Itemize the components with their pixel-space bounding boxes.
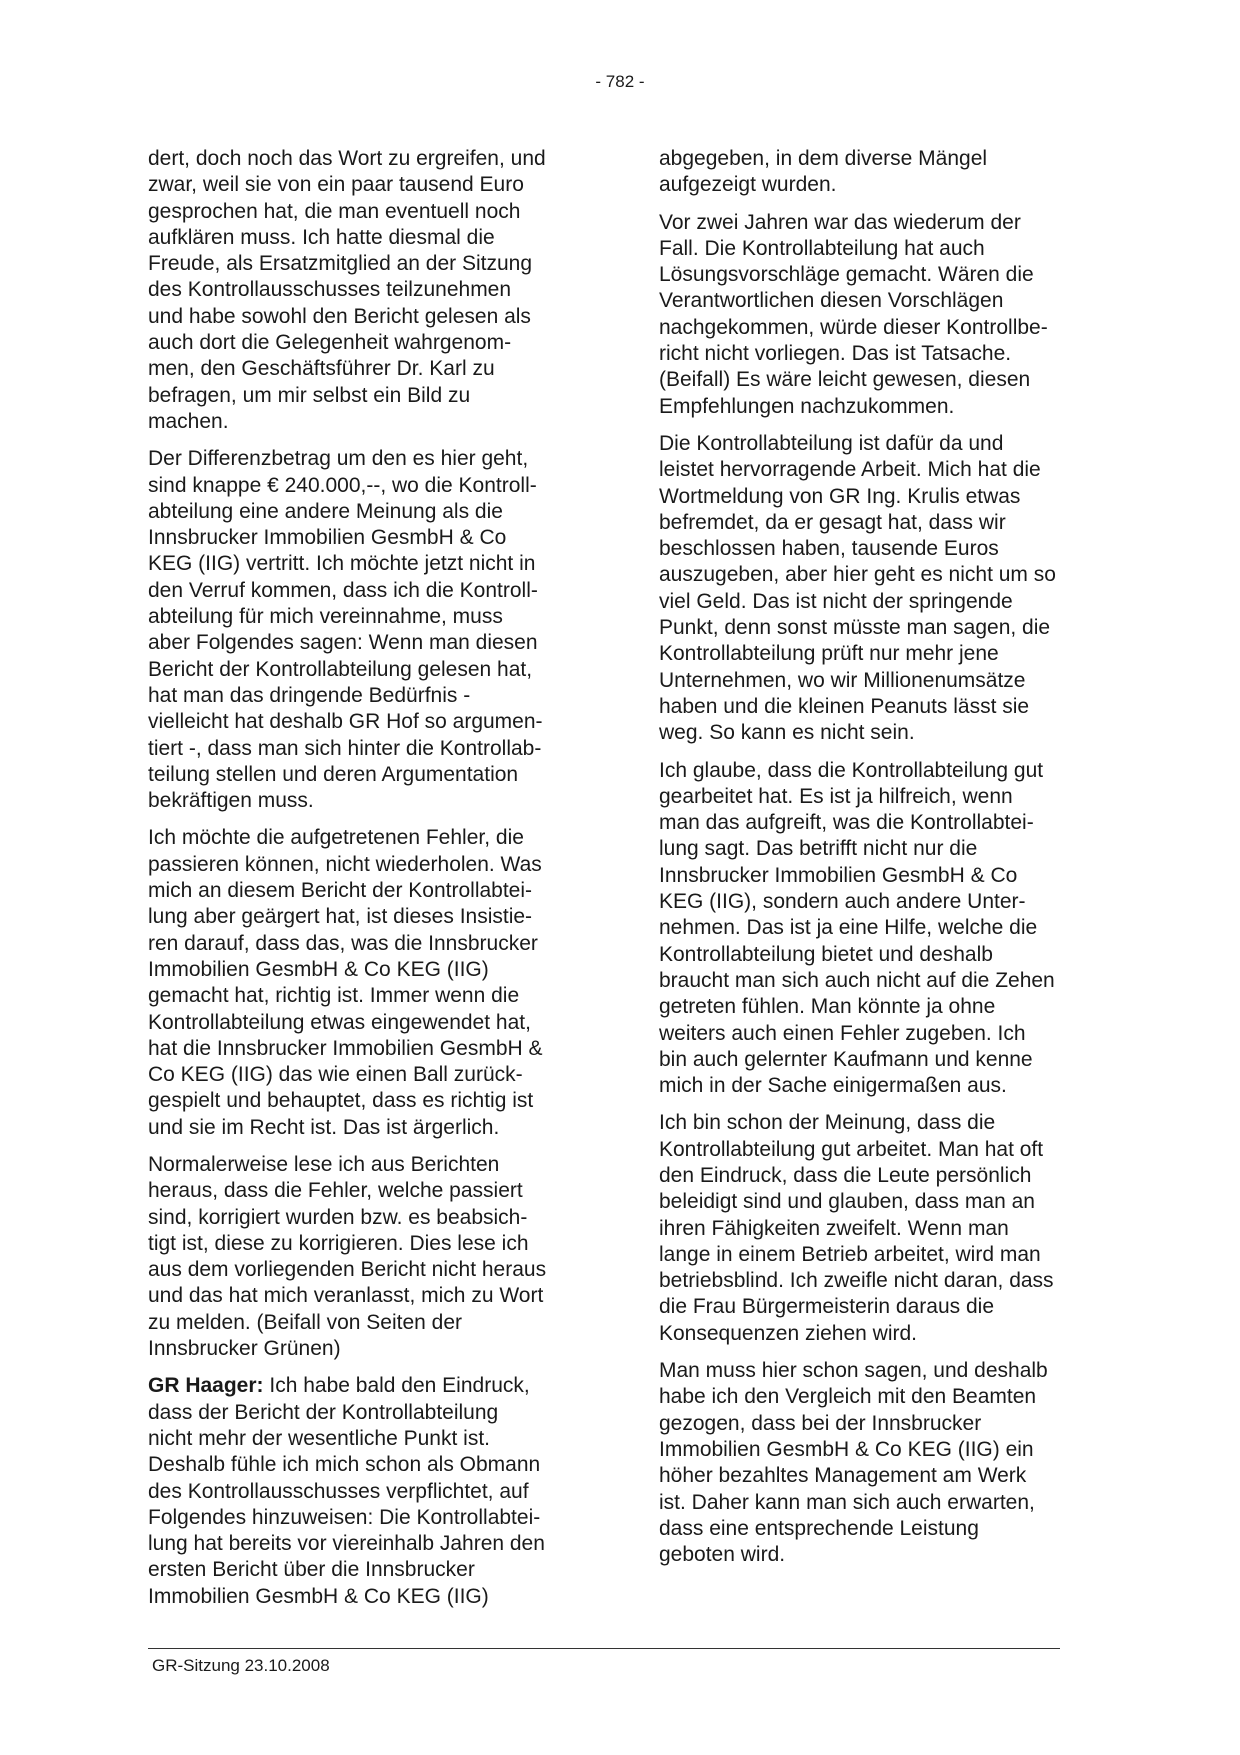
right-column <box>659 146 1099 1579</box>
page-number: - 782 - <box>595 72 645 91</box>
footer-divider <box>148 1648 1060 1649</box>
paragraph: Man muss hier schon sagen, und deshalb habe ich den Vergleich mit den Beamten gezogen, dass bei der Innsbrucker Immobilien GesmbH & Co KEG (IIG) ein höher bezahltes Management am Werk ist. Daher kann man sich auch erwarten, dass eine entsprechende Leistung geboten wird. <box>659 1359 1048 1567</box>
speaker-name: GR Haager: <box>148 1374 264 1398</box>
paragraph: Normalerweise lese ich aus Berichten heraus, dass die Fehler, welche passiert sind, korrigiert wurden bzw. es beabsich- tigt ist, diese zu korrigieren. Dies lese ich aus dem vorliegenden Bericht nicht heraus und das hat mich veranlasst, mich zu Wort zu melden. (Beifall von Seiten der Innsbrucker Grünen) <box>148 1152 547 1361</box>
paragraph: Vor zwei Jahren war das wiederum der Fall. Die Kontrollabteilung hat auch Lösungsvorschläge gemacht. Wären die Verantwortlichen diesen Vorschlägen nachgekommen, würde dieser Kontrollbe- richt nicht vorliegen. Das ist Tatsache. (Beifall) Es wäre leicht gewesen, diesen Empfehlungen nachzukommen. <box>659 210 1048 418</box>
speaker-paragraph <box>148 1373 588 1610</box>
paragraph: Ich bin schon der Meinung, dass die Kontrollabteilung gut arbeitet. Man hat oft den Eindruck, dass die Leute persönlich beleidigt sind und glauben, dass man an ihren Fähigkeiten zweifelt. Wenn man lange in einem Betrieb arbeitet, wird man betriebsblind. Ich zweifle nicht daran, dass die Frau Bürgermeisterin daraus die Konsequenzen ziehen wird. <box>659 1111 1054 1345</box>
paragraph: Die Kontrollabteilung ist dafür da und leistet hervorragende Arbeit. Mich hat die Wortmeldung von GR Ing. Krulis etwas befremdet, da er gesagt hat, dass wir beschlossen haben, tausende Euros auszugeben, aber hier geht es nicht um so viel Geld. Das ist nicht der springende Punkt, denn sonst müsste man sagen, die Kontrollabteilung prüft nur mehr jene Unternehmen, wo wir Millionenumsätze haben und die kleinen Peanuts lässt sie weg. So kann es nicht sein. <box>659 431 1056 745</box>
footer-text: GR-Sitzung 23.10.2008 <box>152 1656 330 1675</box>
paragraph: Ich glaube, dass die Kontrollabteilung gut gearbeitet hat. Es ist ja hilfreich, wenn man das aufgreift, was die Kontrollabtei- lung sagt. Das betrifft nicht nur die Innsbrucker Immobilien GesmbH & Co KEG (IIG), sondern auch andere Unter- nehmen. Das ist ja eine Hilfe, welche die Kontrollabteilung bietet und deshalb braucht man sich auch nicht auf die Zehen getreten fühlen. Man könnte ja ohne weiters auch einen Fehler zugeben. Ich bin auch gelernter Kaufmann und kenne mich in der Sache einigermaßen aus. <box>659 758 1055 1098</box>
paragraph: abgegeben, in dem diverse Mängel aufgezeigt wurden. <box>659 147 988 197</box>
paragraph: Der Differenzbetrag um den es hier geht, sind knappe € 240.000,--, wo die Kontroll- abteilung eine andere Meinung als die Innsbrucker Immobilien GesmbH & Co KEG (IIG) vertritt. Ich möchte jetzt nicht in den Verruf kommen, dass ich die Kontroll- abteilung für mich vereinnahme, muss aber Folgendes sagen: Wenn man diesen Bericht der Kontrollabteilung gelesen hat, hat man das dringende Bedürfnis - vielleicht hat deshalb GR Hof so argumen- tiert -, dass man sich hinter die Kontrollab- teilung stellen und deren Argumentation bekräftigen muss. <box>148 447 543 813</box>
paragraph: Ich möchte die aufgetretenen Fehler, die passieren können, nicht wiederholen. Was mich an diesem Bericht der Kontrollabtei- lung aber geärgert hat, ist dieses Insistie- ren darauf, dass das, was die Innsbrucker Immobilien GesmbH & Co KEG (IIG) gemacht hat, richtig ist. Immer wenn die Kontrollabteilung etwas eingewendet hat, hat die Innsbrucker Immobilien GesmbH & Co KEG (IIG) das wie einen Ball zurück- gespielt und behauptet, dass es richtig ist und sie im Recht ist. Das ist ärgerlich. <box>148 826 543 1139</box>
left-column <box>148 146 588 1621</box>
paragraph: dert, doch noch das Wort zu ergreifen, und zwar, weil sie von ein paar tausend Euro gesprochen hat, die man eventuell noch aufklären muss. Ich hatte diesmal die Freude, als Ersatzmitglied an der Sitzung des Kontrollausschusses teilzunehmen und habe sowohl den Bericht gelesen als auch dort die Gelegenheit wahrgenom- men, den Geschäftsführer Dr. Karl zu befragen, um mir selbst ein Bild zu machen. <box>148 147 546 433</box>
speaker-text: Ich habe bald den Eindruck, dass der Bericht der Kontrollabteilung nicht mehr der wesentliche Punkt ist. Deshalb fühle ich mich schon als Obmann des Kontrollausschusses verpflichtet, auf Folgendes hinzuweisen: Die Kontrollabtei- lung hat bereits vor viereinhalb Jahren den ersten Bericht über die Innsbrucker Immobilien GesmbH & Co KEG (IIG) <box>148 1374 545 1608</box>
